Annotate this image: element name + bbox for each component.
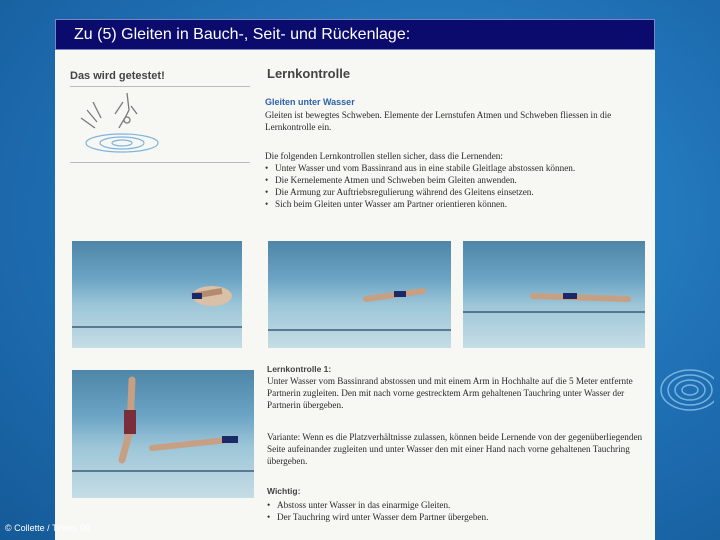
left-heading: Das wird getestet! [70,70,165,82]
wichtig-list [267,499,651,523]
divider [70,162,250,163]
wichtig-item: • Der Tauchring wird unter Wasser dem Partner übergeben. [267,511,651,523]
water-ripple-icon [650,360,714,424]
slide-title: Zu (5) Gleiten in Bauch-, Seit- und Rückenlage: [55,19,655,50]
photo-partner-exercise [72,370,254,498]
textbook-page [55,50,655,540]
criteria-intro: Die folgenden Lernkontrollen stellen sicher, dass die Lernenden: [265,151,503,161]
intro-text: Gleiten ist bewegtes Schweben. Elemente der Lernstufen Atmen und Schweben fliessen in die Lernkontrolle ein. [265,110,612,132]
criteria-item: • Die Kernelemente Atmen und Schweben beim Gleiten anwenden. [265,174,650,186]
wichtig-item: • Abstoss unter Wasser in das einarmige Gleiten. [267,499,651,511]
photo-glide-3 [463,241,645,348]
lernkontrolle-1-text: Unter Wasser vom Bassinrand abstossen und mit einem Arm in Hochhalte auf die 5 Meter entfernte Partnerin zugleiten. Den mit nach vorne gestrecktem Arm gehaltenen Tauchring unter Wasser der Partnerin übergeben. [267,376,633,410]
wichtig-heading: Wichtig: [267,486,301,496]
swimmer-pictogram-icon [67,88,162,158]
criteria-item: • Die Armung zur Auftriebsregulierung während des Gleitens einsetzen. [265,186,650,198]
divider [70,86,250,87]
variante-text: Variante: Wenn es die Platzverhältnisse zulassen, können beide Lernende von der gegenüberliegenden Seite aufeinander zugleiten und unter Wasser den mit einer Hand nach vorne gehaltenen Tauchring übergeben. [267,432,643,466]
photo-glide-1 [72,241,242,348]
criteria-item: • Unter Wasser und vom Bassinrand aus in eine stabile Gleitlage abstossen können. [265,162,650,174]
swimmer-figure [268,241,451,348]
right-heading: Lernkontrolle [267,66,351,81]
photo-glide-2 [268,241,451,348]
subheading: Gleiten unter Wasser [265,97,355,107]
copyright-notice: © Collette / Tewes 09 [5,523,91,533]
swimmer-figure [463,241,645,348]
criteria-block [265,150,650,210]
swimmers-figure [72,370,254,498]
swimmer-figure [72,241,242,348]
criteria-item: • Sich beim Gleiten unter Wasser am Partner orientieren können. [265,198,650,210]
lernkontrolle-1-heading: Lernkontrolle 1: [267,364,332,374]
